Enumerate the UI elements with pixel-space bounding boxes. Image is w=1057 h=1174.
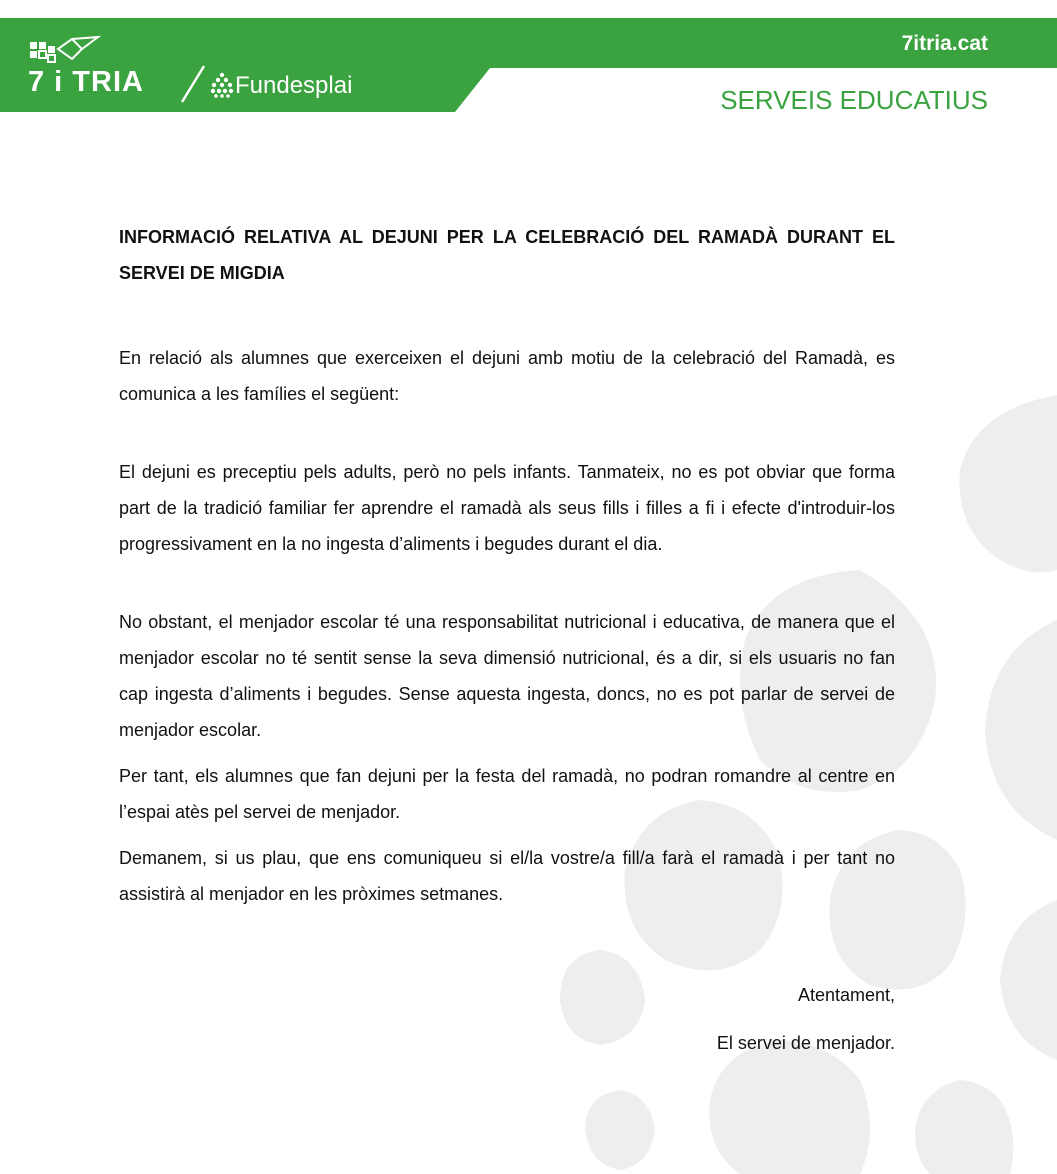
section-title: SERVEIS EDUCATIUS	[720, 85, 988, 115]
paragraph-consequence: Per tant, els alumnes que fan dejuni per la festa del ramadà, no podran romandre al centre en l’espai atès pel servei de menjador.	[119, 766, 895, 822]
letter-body	[119, 219, 895, 912]
paragraph-request: Demanem, si us plau, que ens comuniqueu si el/la vostre/a fill/a farà el ramadà i per tant no assistirà al menjador en les pròximes setmanes.	[119, 848, 895, 904]
paragraph-fasting: El dejuni es preceptiu pels adults, però no pels infants. Tanmateix, no es pot obviar que forma part de la tradició familiar fer aprendre el ramadà als seus fills i filles a fi i efecte d'introduir-los progressivament en la no ingesta d’aliments i begudes durant el dia.	[119, 462, 895, 554]
document-title: INFORMACIÓ RELATIVA AL DEJUNI PER LA CELEBRACIÓ DEL RAMADÀ DURANT EL SERVEI DE MIGDIA	[119, 227, 895, 283]
fundesplai-logo-icon	[210, 72, 234, 98]
closing-salutation: Atentament,	[797, 985, 895, 1005]
website-url: 7itria.cat	[901, 32, 988, 55]
signature: El servei de menjador.	[716, 1033, 895, 1053]
fundesplai-logo-text: Fundesplai	[235, 72, 353, 99]
letterhead	[0, 0, 1057, 125]
logo-text: 7 i TRIA	[28, 66, 144, 98]
paragraph-intro: En relació als alumnes que exerceixen el dejuni amb motiu de la celebració del Ramadà, es comunica a les famílies el següent:	[119, 348, 895, 404]
paragraph-responsibility: No obstant, el menjador escolar té una responsabilitat nutricional i educativa, de manera que el menjador escolar no té sentit sense la seva dimensió nutricional, és a dir, si els usuaris no fan cap ingesta d’aliments i begudes. Sense aquesta ingesta, doncs, no es pot parlar de servei de menjador escolar.	[119, 612, 895, 740]
logo-divider-slash	[176, 62, 210, 106]
